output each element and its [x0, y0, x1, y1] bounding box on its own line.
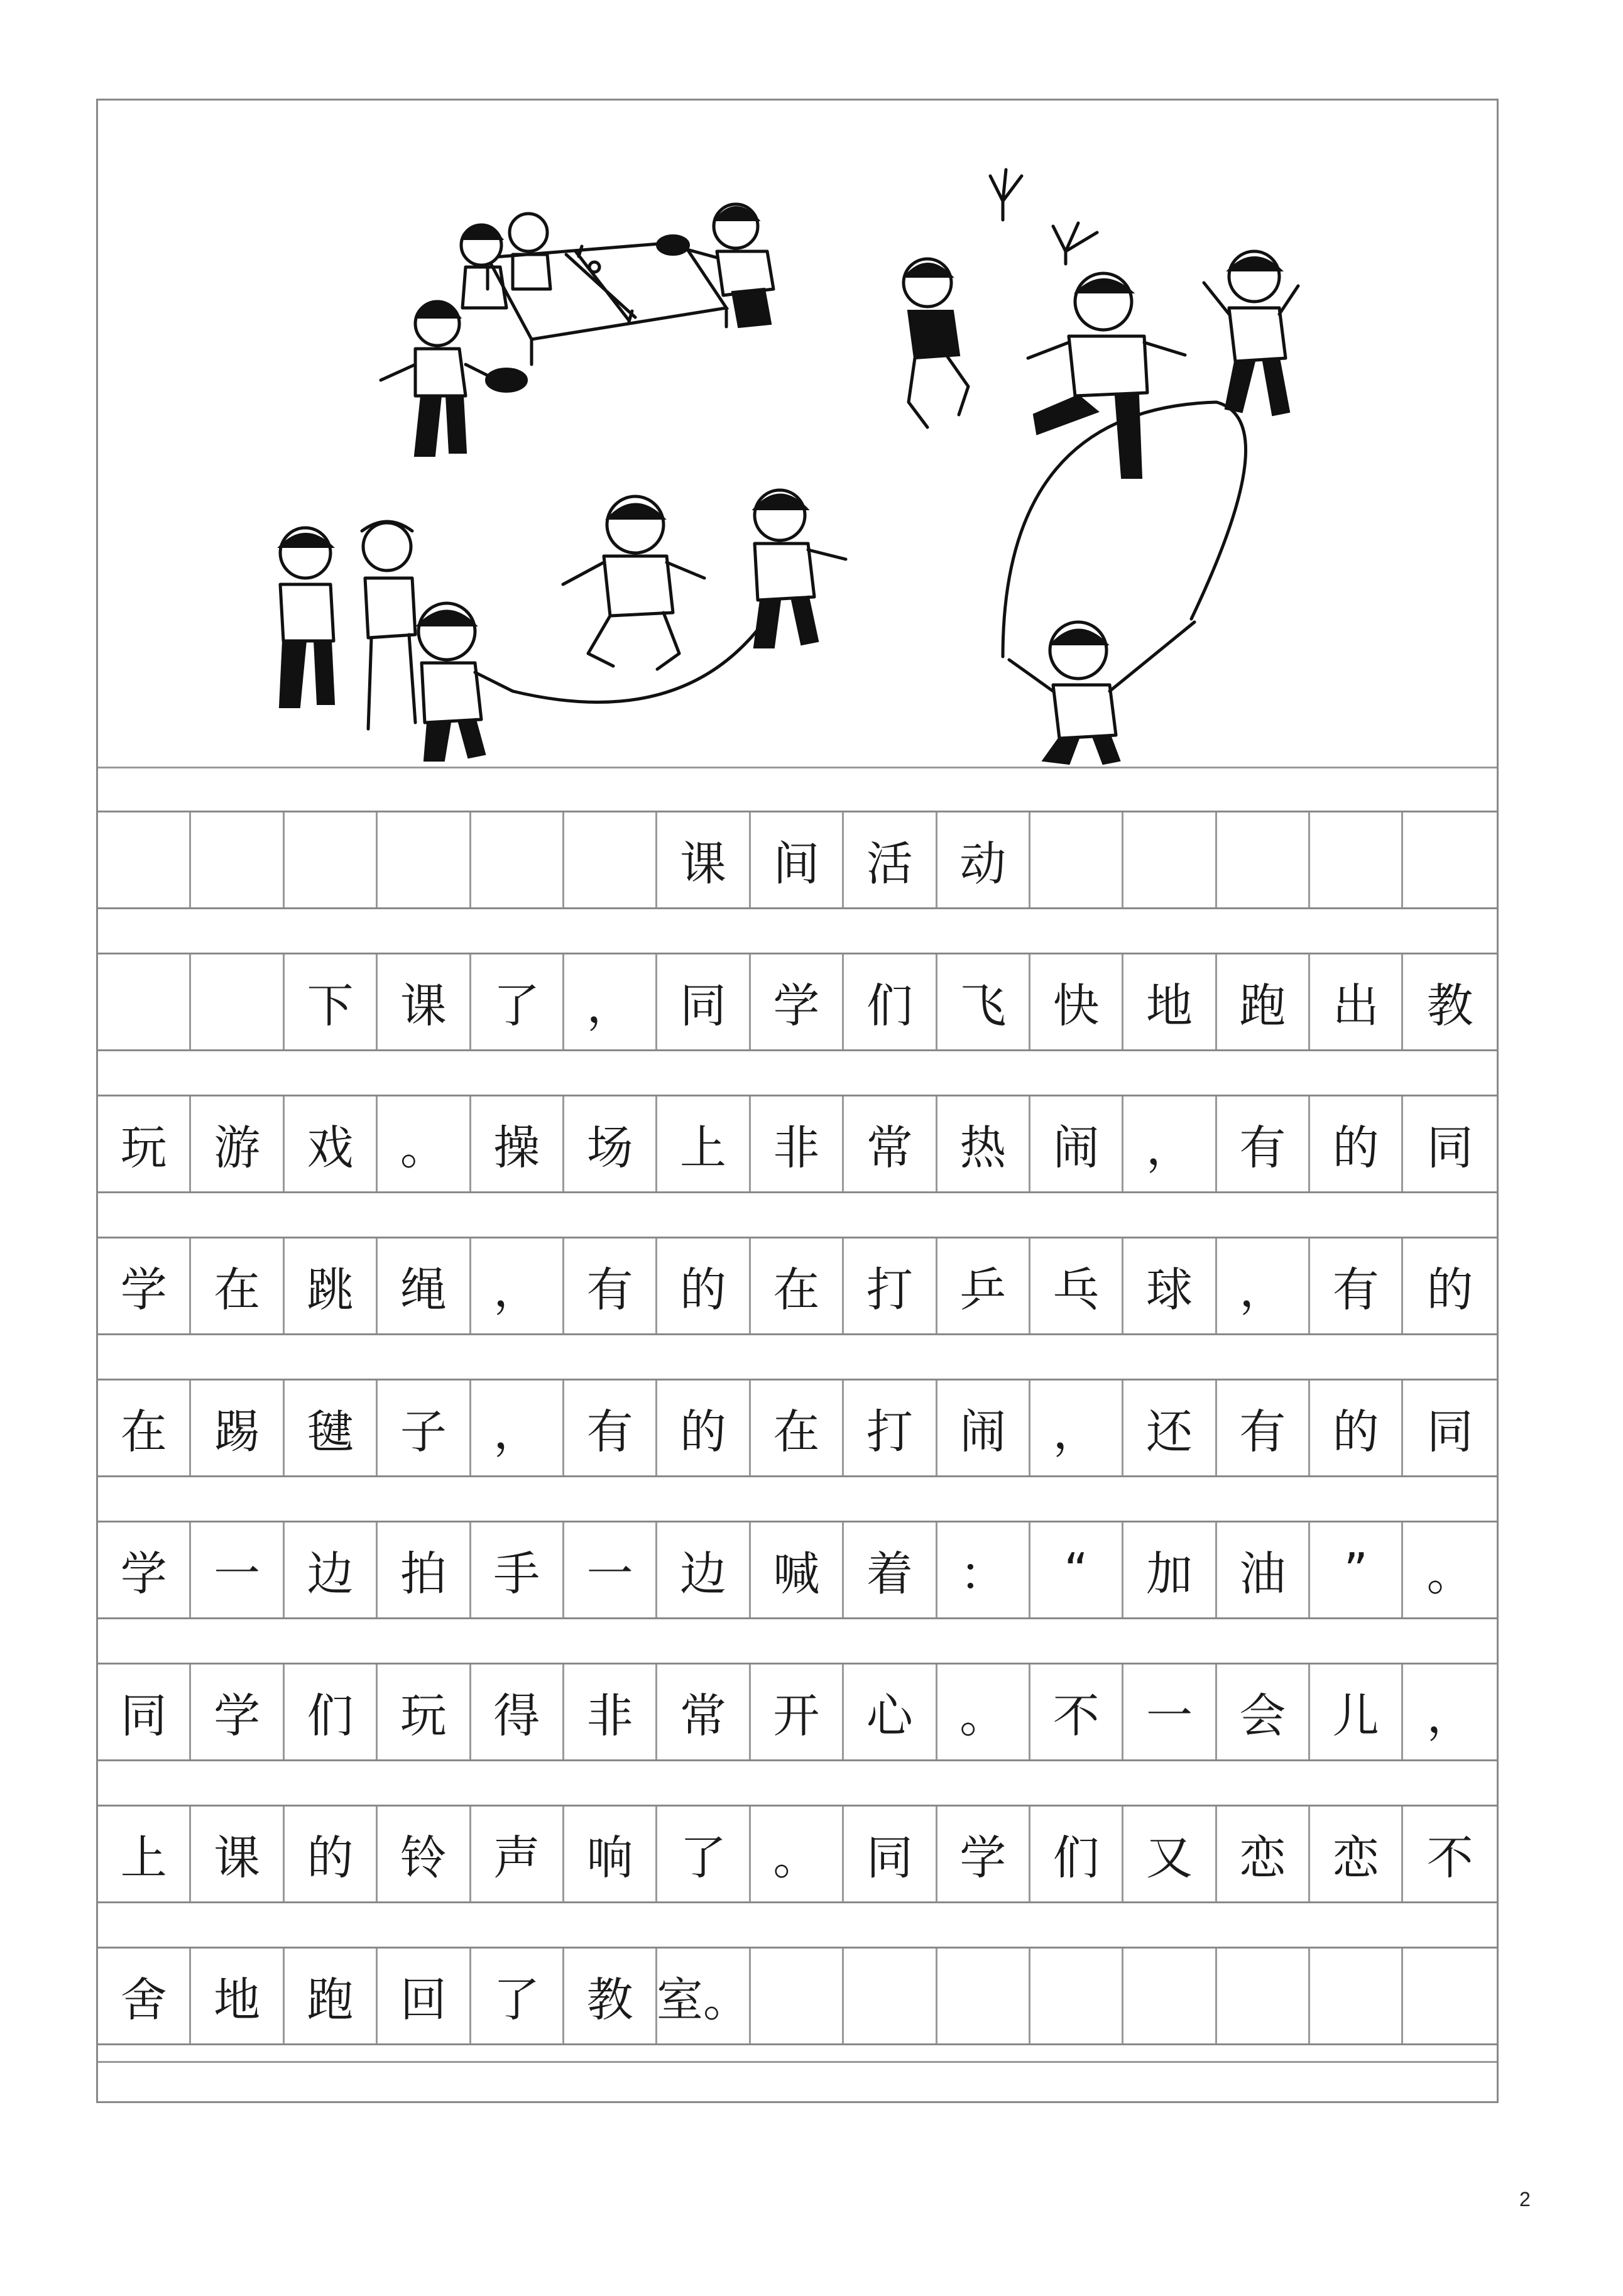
grid-cell: 同: [844, 1807, 937, 1901]
grid-cell: 学: [191, 1665, 284, 1759]
grid-cell: 。: [1426, 1546, 1473, 1601]
grid-cell: 喊: [751, 1522, 844, 1617]
grid-cell: 又: [1123, 1807, 1216, 1901]
grid-cell: 油: [1217, 1522, 1310, 1617]
grid-cell: 地: [1123, 954, 1216, 1049]
grid-cell: 地: [191, 1949, 284, 2043]
grid-cell: 打: [844, 1380, 937, 1475]
grid-cell: 常: [844, 1096, 937, 1191]
child-kicking-1: [904, 259, 968, 427]
child-pingpong-left: [381, 302, 527, 456]
grid-cell: 毽: [285, 1380, 378, 1475]
grid-cell: 在: [191, 1238, 284, 1333]
grid-cell: ，: [564, 954, 657, 1049]
grid-cell: 了: [471, 1949, 564, 2043]
grid-cell: 的: [1310, 1380, 1403, 1475]
grid-cell: 打: [844, 1238, 937, 1333]
child-jumping-girl: [755, 490, 846, 647]
rule-line: [98, 767, 1497, 768]
grid-cell: 不: [1426, 1830, 1473, 1885]
grid-cell: 快: [1030, 954, 1123, 1049]
grid-cell: 球: [1123, 1238, 1216, 1333]
grid-cell: 边: [285, 1522, 378, 1617]
grid-cell: 同: [98, 1665, 191, 1759]
grid-cell: 绳: [378, 1238, 471, 1333]
grid-cell: [1217, 1949, 1310, 2043]
grid-cell: 一: [1123, 1665, 1216, 1759]
grid-cell: [378, 812, 471, 907]
grid-cell: 的: [285, 1807, 378, 1901]
child-jumping-boy: [563, 496, 704, 669]
playground-illustration: [98, 101, 1497, 767]
grid-cell: 室。: [657, 1949, 750, 2043]
grid-cell: [1123, 812, 1216, 907]
grid-cell: 们: [285, 1665, 378, 1759]
grid-cell: ：: [937, 1522, 1030, 1617]
grid-cell: [1217, 812, 1310, 907]
grid-cell: ，: [1030, 1380, 1123, 1475]
child-kicking-2: [1028, 273, 1185, 478]
grid-cell: 操: [471, 1096, 564, 1191]
grid-cell: 恋: [1217, 1807, 1310, 1901]
grid-cell: 声: [471, 1807, 564, 1901]
grid-cell: 在: [98, 1380, 191, 1475]
grid-cell: 游: [191, 1096, 284, 1191]
grid-cell: 儿: [1310, 1665, 1403, 1759]
grid-cell: 学: [751, 954, 844, 1049]
grid-cell: [1403, 812, 1496, 907]
grid-cell: [1123, 1949, 1216, 2043]
grid-cell: 了: [471, 954, 564, 1049]
grid-cell: 同: [1426, 1404, 1473, 1459]
grid-cell: 会: [1217, 1665, 1310, 1759]
grid-cell: 热: [937, 1096, 1030, 1191]
grid-cell: 有: [564, 1238, 657, 1333]
grid-cell: 乒: [937, 1238, 1030, 1333]
grid-cell: [191, 812, 284, 907]
grid-cell: [98, 954, 191, 1049]
grid-cell: 非: [564, 1665, 657, 1759]
grid-cell: 踢: [191, 1380, 284, 1475]
text-row: [98, 1095, 1497, 1193]
grid-cell: [1030, 812, 1123, 907]
grid-cell: 闹: [1030, 1096, 1123, 1191]
grid-cell: 同: [657, 954, 750, 1049]
grid-cell: 玩: [378, 1665, 471, 1759]
grid-cell: 跑: [1217, 954, 1310, 1049]
grid-cell: 子: [378, 1380, 471, 1475]
grid-cell: 铃: [378, 1807, 471, 1901]
grid-cell: 。: [937, 1665, 1030, 1759]
grid-cell: 开: [751, 1665, 844, 1759]
grid-cell: 拍: [378, 1522, 471, 1617]
grid-cell: 加: [1123, 1522, 1216, 1617]
grid-cell: 跳: [285, 1238, 378, 1333]
grid-cell: ”: [1310, 1522, 1403, 1617]
title-row: [98, 811, 1497, 909]
grid-cell: 得: [471, 1665, 564, 1759]
grid-cell: 有: [564, 1380, 657, 1475]
grid-cell: 教: [564, 1949, 657, 2043]
grid-cell: 的: [657, 1380, 750, 1475]
text-row: [98, 1947, 1497, 2045]
grid-cell: 动: [937, 812, 1030, 907]
grid-cell: 们: [1030, 1807, 1123, 1901]
grid-cell: 。: [378, 1096, 471, 1191]
grid-cell: 手: [471, 1522, 564, 1617]
grid-cell: 有: [1217, 1096, 1310, 1191]
children-watching: [280, 522, 415, 729]
grid-cell: “: [1030, 1522, 1123, 1617]
rule-line: [98, 2061, 1497, 2063]
grid-cell: [1403, 1949, 1496, 2043]
grid-cell: 闹: [937, 1380, 1030, 1475]
grid-cell: ，: [1426, 1688, 1473, 1743]
grid-cell: [1030, 1949, 1123, 2043]
grid-cell: 常: [657, 1665, 750, 1759]
page-number: 2: [1519, 2188, 1531, 2211]
grid-cell: 在: [751, 1380, 844, 1475]
grid-cell: [751, 1949, 844, 2043]
grid-cell: ，: [471, 1380, 564, 1475]
grid-cell: 学: [98, 1522, 191, 1617]
grid-cell: [564, 812, 657, 907]
grid-cell: 着: [844, 1522, 937, 1617]
text-row: [98, 1805, 1497, 1903]
grid-cell: 课: [191, 1807, 284, 1901]
grid-cell: ，: [1123, 1096, 1216, 1191]
grid-cell: [471, 812, 564, 907]
grid-cell: 学: [98, 1238, 191, 1333]
grid-cell: 活: [844, 812, 937, 907]
grid-cell: 回: [378, 1949, 471, 2043]
grid-cell: 的: [1310, 1096, 1403, 1191]
text-row: [98, 1237, 1497, 1335]
grid-cell: 乓: [1030, 1238, 1123, 1333]
child-cheering: [1204, 251, 1298, 415]
grid-cell: [937, 1949, 1030, 2043]
grid-cell: 戏: [285, 1096, 378, 1191]
grid-cell: 下: [285, 954, 378, 1049]
grid-cell: 间: [751, 812, 844, 907]
grid-cell: [1310, 1949, 1403, 2043]
grid-cell: 心: [844, 1665, 937, 1759]
grid-cell: 上: [657, 1096, 750, 1191]
grid-cell: 不: [1030, 1665, 1123, 1759]
text-row: [98, 1521, 1497, 1619]
grid-cell: [844, 1949, 937, 2043]
grid-cell: 。: [751, 1807, 844, 1901]
grid-cell: [98, 812, 191, 907]
grid-cell: 课: [378, 954, 471, 1049]
grid-cell: [191, 954, 284, 1049]
grid-cell: 们: [844, 954, 937, 1049]
text-row: [98, 953, 1497, 1051]
grid-cell: ，: [1217, 1238, 1310, 1333]
grid-cell: 一: [191, 1522, 284, 1617]
grid-cell: [285, 812, 378, 907]
shuttlecocks: [990, 170, 1097, 264]
grid-cell: [1310, 812, 1403, 907]
grid-cell: 一: [564, 1522, 657, 1617]
grid-cell: 场: [564, 1096, 657, 1191]
grid-cell: 非: [751, 1096, 844, 1191]
grid-cell: 的: [1426, 1262, 1473, 1317]
jump-rope: [513, 603, 777, 702]
grid-cell: 的: [657, 1238, 750, 1333]
text-row: [98, 1663, 1497, 1761]
child-rope-holder-left: [418, 603, 513, 760]
grid-cell: 飞: [937, 954, 1030, 1049]
grid-cell: 响: [564, 1807, 657, 1901]
grid-cell: 玩: [98, 1096, 191, 1191]
grid-cell: 上: [98, 1807, 191, 1901]
grid-cell: 有: [1310, 1238, 1403, 1333]
grid-cell: 同: [1426, 1120, 1473, 1175]
grid-cell: 在: [751, 1238, 844, 1333]
grid-cell: 课: [657, 812, 750, 907]
grid-cell: 出: [1310, 954, 1403, 1049]
worksheet: [96, 99, 1499, 2103]
ping-pong-table: [488, 242, 726, 364]
grid-cell: 还: [1123, 1380, 1216, 1475]
grid-cell: 跑: [285, 1949, 378, 2043]
grid-cell: 舍: [98, 1949, 191, 2043]
grid-cell: 学: [937, 1807, 1030, 1901]
grid-cell: ，: [471, 1238, 564, 1333]
grid-cell: 恋: [1310, 1807, 1403, 1901]
text-row: [98, 1379, 1497, 1477]
grid-cell: 边: [657, 1522, 750, 1617]
grid-cell: 了: [657, 1807, 750, 1901]
grid-cell: 有: [1217, 1380, 1310, 1475]
grid-cell: 教: [1426, 978, 1473, 1033]
